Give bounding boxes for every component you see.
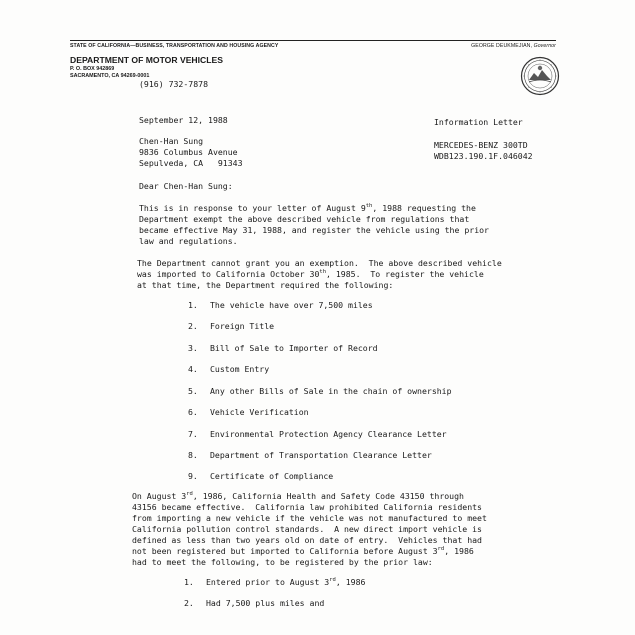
paragraph-line: The Department cannot grant you an exemption. The above described vehicle [137,258,502,268]
paragraph-line: not been registered but imported to California before August 3rd, 1986 [132,546,474,556]
ordinal-suffix: th [365,203,373,209]
ordinal-suffix: th [319,269,327,275]
list-item-number: 5. [188,386,198,396]
recipient-street: 9836 Columbus Avenue [139,147,238,157]
list-item-text: Environmental Protection Agency Clearance Letter [210,429,447,439]
list-item: 1. Entered prior to August 3rd, 1986 [184,577,366,587]
list-item-number: 7. [188,429,198,439]
header-rule [70,40,556,41]
list-item [188,407,309,417]
vehicle-vin: WDB123.190.1F.046042 [434,151,533,161]
list-item [188,300,373,310]
list-item [188,364,269,374]
governor-line [471,43,556,49]
list-item-number: 8. [188,450,198,460]
list-item-number: 2. [188,321,198,331]
list-item-number: 3. [188,343,198,353]
list-item-number: 6. [188,407,198,417]
list-item [188,450,432,460]
governor-title: Governor [533,43,556,49]
governor-name: GEORGE DEUKMEJIAN, [471,43,533,49]
paragraph-line: law and regulations. [139,236,238,246]
paragraph-line: Department exempt the above described vehicle from regulations that [139,214,470,224]
ordinal-suffix: rd [186,491,193,497]
list-item-text: Foreign Title [210,321,275,331]
city-address: SACRAMENTO, CA 94269-0001 [70,73,150,79]
agency-line: STATE OF CALIFORNIA—BUSINESS, TRANSPORTATION AND HOUSING AGENCY [70,43,279,49]
department-name: DEPARTMENT OF MOTOR VEHICLES [70,55,223,65]
paragraph-line: at that time, the Department required the following: [137,280,394,290]
list-item-number: 1. [184,577,194,587]
list-item-number: 1. [188,300,198,310]
list-item [188,386,452,396]
paragraph-line: This is in response to your letter of August 9th, 1988 requesting the [139,203,476,213]
list-item-text: The vehicle have over 7,500 miles [210,300,373,310]
paragraph-line: became effective May 31, 1988, and register the vehicle using the prior [139,225,489,235]
letter-date: September 12, 1988 [139,115,228,125]
list-item-text: Vehicle Verification [210,407,309,417]
recipient-name: Chen-Han Sung [139,136,204,146]
list-item-text: Custom Entry [210,364,270,374]
list-item: 2. Had 7,500 plus miles and [184,598,325,608]
paragraph-line: from importing a new vehicle if the vehicle was not manufactured to meet [132,513,487,523]
list-item-text: Any other Bills of Sale in the chain of ownership [210,386,452,396]
paragraph-line: defined as less than two years old on date of entry. Vehicles that had [132,535,482,545]
list-item [188,429,447,439]
vehicle-model: MERCEDES-BENZ 300TD [434,140,528,150]
list-item [188,343,378,353]
paragraph-line: was imported to California October 30th, 1985. To register the vehicle [137,269,484,279]
ordinal-suffix: rd [329,577,336,583]
paragraph-line: California pollution control standards. A new direct import vehicle is [132,524,482,534]
ordinal-suffix: rd [437,546,445,552]
list-item [188,321,274,331]
recipient-city: Sepulveda, CA 91343 [139,158,243,168]
list-item-number: 2. [184,598,194,608]
list-item-number: 9. [188,471,198,481]
list-item-text: Department of Transportation Clearance Letter [210,450,432,460]
california-state-seal-icon [520,56,560,96]
salutation: Dear Chen-Han Sung: [139,181,233,191]
list-item [188,471,333,481]
letter-type: Information Letter [434,117,523,127]
paragraph-line: 43156 became effective. California law prohibited California residents [132,502,482,512]
list-item-number: 4. [188,364,198,374]
list-item-text: Bill of Sale to Importer of Record [210,343,378,353]
po-box: P. O. BOX 942869 [70,66,115,72]
phone-number: (916) 732-7878 [139,79,209,89]
list-item-text: Certificate of Compliance [210,471,334,481]
paragraph-line: had to meet the following, to be registered by the prior law: [132,557,433,567]
paragraph-line: On August 3rd, 1986, California Health and Safety Code 43150 through [132,491,464,501]
